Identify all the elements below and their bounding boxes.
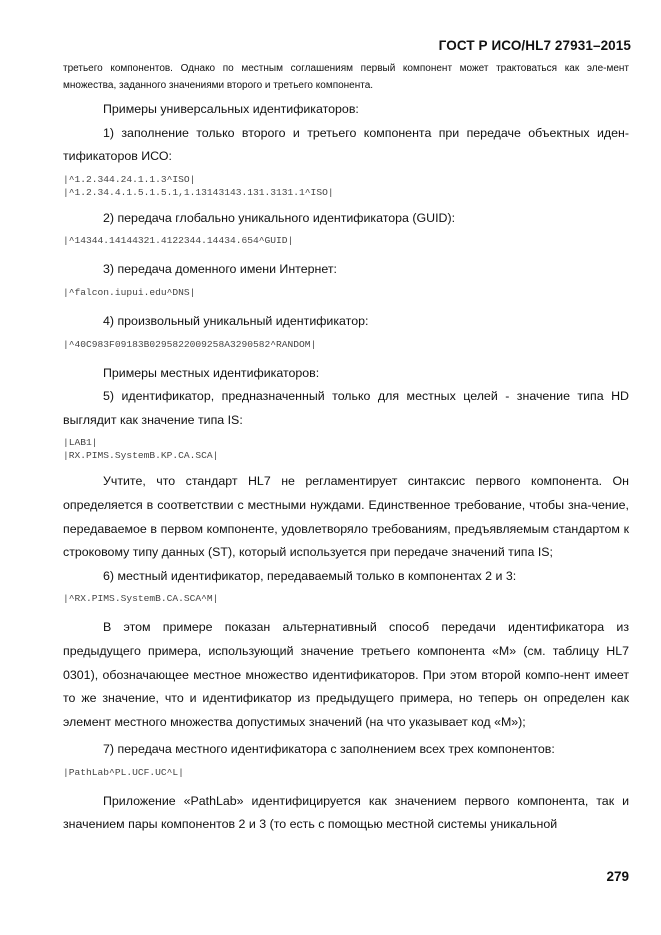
item-1: 1) заполнение только второго и третьего компонента при передаче объектных иден-тификаторов ИСО: <box>63 125 629 164</box>
page-number: 279 <box>606 869 629 884</box>
code-4: |^40C983F09183B0295822009258A3290582^RANDOM| <box>63 338 317 350</box>
code-6: |^RX.PIMS.SystemB.CA.SCA^M| <box>63 593 219 605</box>
paragraph-1: Учтите, что стандарт HL7 не регламентирует синтаксис первого компонента. Он определяется в соответствии с местными нуждами. Единственное требование, чтобы зна-чение, передаваемое в первом компоненте, удовлетворяло требованиям, предъявляемым стандартом к строковому типу данных (ST), который используется при передаче значений типа IS; <box>63 474 629 560</box>
paragraph-3: Приложение «PathLab» идентифицируется как значением первого компонента, так и значением пары компонентов 2 и 3 (то есть с помощью местной системы уникальной <box>63 793 629 832</box>
item-5: 5) идентификатор, предназначенный только для местных целей - значение типа HD выглядит как значение типа IS: <box>63 389 629 427</box>
universal-heading: Примеры универсальных идентификаторов: <box>103 102 359 116</box>
paragraph-2: В этом примере показан альтернативный способ передачи идентификатора из предыдущего примера, использующий значение третьего компонента «M» (см. таблицу HL7 0301), обозначающее местное множество идентификаторов. При этом второй компо-нент имеет то же значение, что и идентификатор из предыдущего примера, но теперь он определен как элемент местного множества допустимых значений (на что указывает код «M»); <box>63 620 629 729</box>
item-7: 7) передача местного идентификатора с заполнением всех трех компонентов: <box>103 742 555 757</box>
item-3: 3) передача доменного имени Интернет: <box>103 262 337 277</box>
item-2: 2) передача глобально уникального идентификатора (GUID): <box>103 210 456 225</box>
code-1a: |^1.2.344.24.1.1.3^ISO| <box>63 173 196 185</box>
code-5a: |LAB1| <box>63 437 98 449</box>
code-5b: |RX.PIMS.SystemB.KP.CA.SCA| <box>63 450 219 462</box>
code-3: |^falcon.iupui.edu^DNS| <box>63 286 196 298</box>
code-7: |PathLab^PL.UCF.UC^L| <box>63 766 184 778</box>
item-6: 6) местный идентификатор, передаваемый только в компонентах 2 и 3: <box>103 568 517 583</box>
local-heading: Примеры местных идентификаторов: <box>103 365 320 380</box>
item-4: 4) произвольный уникальный идентификатор: <box>103 313 369 328</box>
page-content <box>63 60 629 837</box>
code-1b: |^1.2.34.4.1.5.1.5.1,1.13143143.131.3131.1^ISO| <box>63 186 334 198</box>
intro-text: третьего компонентов. Однако по местным соглашениям первый компонент может трактоваться как эле-мент множества, заданного значениями второго и третьего компонента. <box>63 63 629 91</box>
code-2: |^14344.14144321.4122344.14434.654^GUID| <box>63 235 294 247</box>
document-header: ГОСТ Р ИСО/HL7 27931–2015 <box>438 38 631 53</box>
